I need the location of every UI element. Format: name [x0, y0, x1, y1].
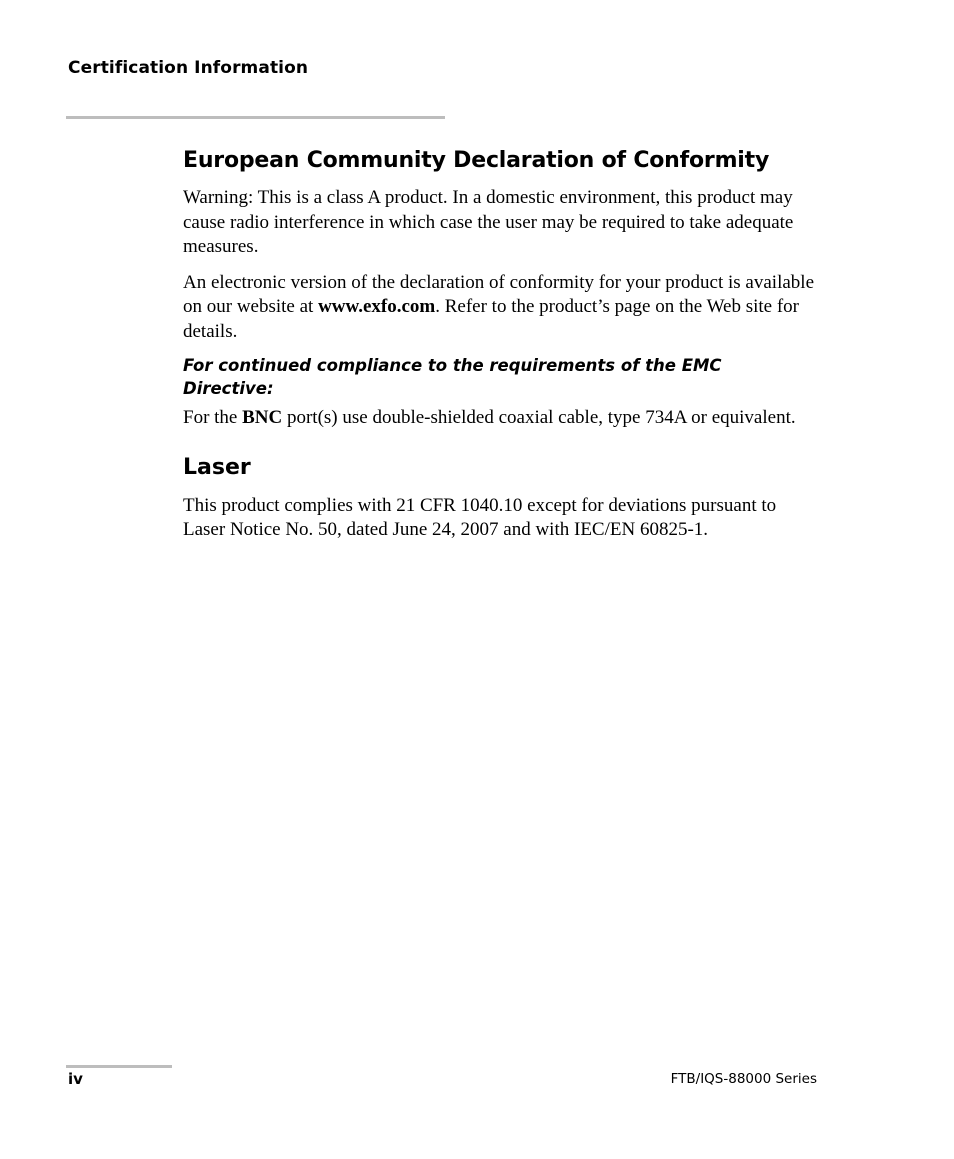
bnc-text-start: For the: [183, 407, 243, 428]
bnc-text-end: port(s) use double-shielded coaxial cable, type 734A or equivalent.: [282, 407, 796, 428]
electronic-version-paragraph: [183, 271, 823, 345]
footer-divider: [66, 1065, 172, 1068]
ec-declaration-heading: European Community Declaration of Conformity: [183, 148, 770, 173]
electronic-version-text-start: An electronic version of the declaration of conformity for your product is available on our website at: [183, 271, 814, 317]
product-series-label: FTB/IQS-88000 Series: [670, 1071, 817, 1087]
electronic-version-text-end: . Refer to the product’s page on the Web site for details.: [183, 296, 799, 342]
bnc-cable-paragraph: [183, 406, 823, 431]
laser-compliance-text: This product complies with 21 CFR 1040.10 except for deviations pursuant to Laser Notice No. 50, dated June 24, 2007 and with IEC/EN 60825-1.: [183, 494, 777, 540]
main-content: [183, 146, 823, 554]
website-link[interactable]: www.exfo.com: [318, 296, 436, 317]
laser-heading: Laser: [183, 454, 251, 480]
running-header-title: Certification Information: [68, 58, 309, 78]
class-a-warning: Warning: This is a class A product. In a domestic environment, this product may cause radio interference in which case the user may be required to take adequate measures.: [183, 187, 794, 257]
page-number: iv: [68, 1070, 83, 1088]
header-divider: [66, 116, 445, 119]
emc-compliance-heading: For continued compliance to the requirements of the EMC Directive:: [183, 356, 722, 398]
bnc-port-label: BNC: [242, 407, 283, 428]
